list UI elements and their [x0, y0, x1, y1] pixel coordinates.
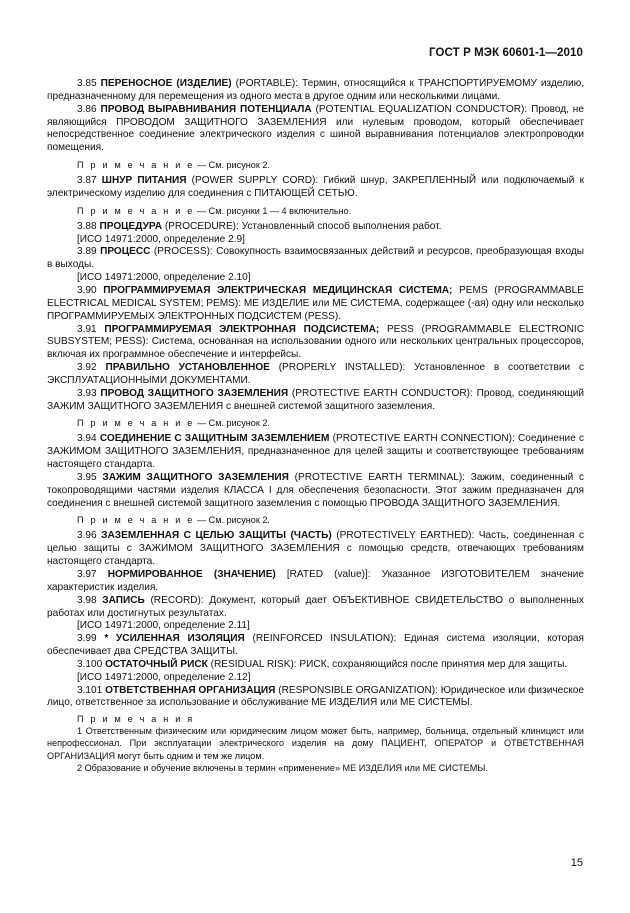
note-text: — См. рисунок 2. [194, 160, 270, 171]
entry-term: ЗАПИСЬ [102, 594, 145, 606]
entry-3-96 [47, 530, 584, 569]
entry-definition: (PORTABLE): Термин, относящийся к ТРАНСПОРТИРУЕМОМУ изделию, предназначенному для перемещения из одного места в другое одним или несколькими лицами. [47, 78, 585, 102]
entry-number: 3.89 [77, 246, 97, 258]
page-number: 15 [570, 857, 583, 869]
entry-number: 3.94 [77, 433, 97, 445]
entry-number: 3.101 [77, 684, 103, 696]
entry-definition: (PROTECTIVE EARTH CONDUCTOR): Провод, соединяющий ЗАЖИМ ЗАЩИТНОГО ЗАЗЕМЛЕНИЯ с внешней системой защитного заземления. [47, 387, 585, 412]
entry-term: СОЕДИНЕНИЕ С ЗАЩИТНЫМ ЗАЗЕМЛЕНИЕМ [99, 433, 330, 445]
note-item: 2 Образование и обучение включены в термин «применение» МЕ ИЗДЕЛИЯ или МЕ СИСТЕМЫ. [77, 762, 488, 773]
entry-number: 3.90 [77, 284, 97, 296]
entry-number: 3.99 [77, 633, 97, 645]
entry-number: 3.98 [77, 594, 97, 606]
entry-term: ПРОЦЕДУРА [99, 220, 163, 232]
entry-number: 3.96 [77, 530, 97, 542]
entry-number: 3.93 [77, 387, 97, 399]
entry-term: ПРОВОД ВЫРАВНИВАНИЯ ПОТЕНЦИАЛА [100, 103, 312, 115]
entry-3-99 [47, 633, 584, 659]
entry-source: [ИСО 14971:2000, определение 2.9] [77, 233, 245, 245]
entry-definition: (POTENTIAL EQUALIZATION CONDUCTOR): Провод, не являющийся ПРОВОДОМ ЗАЩИТНОГО ЗАЗЕМЛЕНИЯ или нулевым проводом, который обеспечивает непосредственное соединение электрического изделия с шиной выравнивания потенциалов электропроводки помещения. [47, 103, 584, 154]
entry-definition: (RESIDUAL RISK): РИСК, сохраняющийся после принятия мер для защиты. [207, 658, 568, 670]
entry-note [47, 205, 584, 217]
entry-definition: (PROCEDURE): Установленный способ выполнения работ. [162, 220, 442, 232]
entry-number: 3.92 [77, 362, 97, 374]
entry-3-86 [47, 104, 584, 155]
entry-note [47, 514, 584, 526]
entry-term: ПЕРЕНОСНОЕ (ИЗДЕЛИЕ) [100, 78, 232, 89]
entry-note [47, 417, 584, 429]
entry-term: ПРОГРАММИРУЕМАЯ ЭЛЕКТРОННАЯ ПОДСИСТЕМА; [104, 323, 380, 335]
entry-definition: (REINFORCED INSULATION): Единая система изоляции, которая обеспечивает два СРЕДСТВА ЗАЩИТЫ. [47, 633, 584, 658]
entry-3-92 [47, 362, 584, 388]
note-text: — См. рисунок 2. [194, 515, 270, 526]
entry-definition: (RECORD): Документ, который дает ОБЪЕКТИВНОЕ СВИДЕТЕЛЬСТВО о выполненных работах или достигнутых результатах. [47, 594, 584, 619]
entry-3-97 [47, 569, 584, 595]
note-item: 1 Ответственным физическим или юридическим лицом может быть, например, больница, отдельный клиницист или непрофессионал. При эксплуатации электрического изделия на дому ПАЦИЕНТ, ОПЕРАТОР и ОТВЕТСТВЕННАЯ ОРГАНИЗАЦИЯ могут быть одним и тем же лицом. [47, 726, 584, 761]
entry-3-85 [47, 78, 584, 104]
entry-3-93 [47, 388, 584, 414]
entry-number: 3.85 [77, 78, 97, 89]
entry-term: ШНУР ПИТАНИЯ [101, 175, 187, 187]
entry-term: ОСТАТОЧНЫЙ РИСК [105, 658, 208, 670]
entry-definition: (PROTECTIVE EARTH CONNECTION): Соединение с ЗАЖИМОМ ЗАЩИТНОГО ЗАЗЕМЛЕНИЯ, предназначенное для целей защиты и соответствующее требованиям настоящего стандарта. [47, 433, 585, 471]
notes-label: П р и м е ч а н и я [77, 714, 195, 725]
entry-definition: (PROTECTIVELY EARTHED): Часть, соединенная с целью защиты с ЗАЖИМОМ ЗАЩИТНОГО ЗАЗЕМЛЕНИЯ с помощью средств, отвечающих требованиям настоящего стандарта. [47, 530, 584, 568]
entry-3-94 [47, 433, 584, 472]
entry-number: 3.91 [77, 323, 97, 335]
entry-definition: (PROPERLY INSTALLED): Установленное в соответствии с ЭКСПЛУАТАЦИОННЫМИ ДОКУМЕНТАМИ. [47, 362, 584, 386]
entry-definition: PEMS (PROGRAMMABLE ELECTRICAL MEDICAL SYSTEM; PEMS): МЕ ИЗДЕЛИЕ или МЕ СИСТЕМА, содержащее (-ая) одну или несколько ПРОГРАММИРУЕМЫХ ЭЛЕКТРОННЫХ ПОДСИСТЕМ (PESS). [47, 284, 584, 322]
note-text: — См. рисунок 2. [194, 418, 270, 429]
entry-3-91 [47, 324, 584, 363]
entry-definition: PESS (PROGRAMMABLE ELECTRONIC SUBSYSTEM; PESS): Система, основанная на использовании одного или нескольких центральных процессоров, включая их программное обеспечение и интерфейсы. [47, 323, 584, 361]
entry-definition: (PROTECTIVE EARTH TERMINAL): Зажим, соединенный с токопроводящими частями изделия КЛАССА I для обеспечения безопасности. Этот зажим предназначен для соединения с внешней системой защитного заземления с помощью ПРОВОДА ЗАЩИТНОГО ЗАЗЕМЛЕНИЯ. [47, 471, 585, 509]
entry-definition: (RESPONSIBLE ORGANIZATION): Юридическое или физическое лицо, ответственное за использование и обслуживание МЕ ИЗДЕЛИЯ или МЕ СИСТЕМЫ. [47, 684, 585, 709]
note-label: П р и м е ч а н и е [77, 160, 195, 171]
entry-term: ПРОГРАММИРУЕМАЯ ЭЛЕКТРИЧЕСКАЯ МЕДИЦИНСКАЯ СИСТЕМА; [103, 284, 453, 296]
entry-number: 3.95 [77, 471, 97, 483]
entry-3-95 [47, 472, 584, 511]
entry-3-90 [47, 285, 584, 324]
entry-term: ОТВЕТСТВЕННАЯ ОРГАНИЗАЦИЯ [105, 684, 276, 696]
note-label: П р и м е ч а н и е [77, 515, 195, 526]
entry-term: ЗАЗЕМЛЕННАЯ С ЦЕЛЬЮ ЗАЩИТЫ (ЧАСТЬ) [101, 530, 332, 542]
entry-term: ЗАЖИМ ЗАЩИТНОГО ЗАЗЕМЛЕНИЯ [102, 471, 289, 483]
entry-term: ПРОВОД ЗАЩИТНОГО ЗАЗЕМЛЕНИЯ [100, 387, 289, 399]
document-header: ГОСТ Р МЭК 60601-1—2010 [429, 47, 583, 59]
note-label: П р и м е ч а н и е [77, 418, 195, 429]
entry-source: [ИСО 14971:2000, определение 2.12] [77, 671, 251, 683]
entry-3-98 [47, 595, 584, 621]
entry-number: 3.88 [77, 220, 97, 232]
entry-number: 3.87 [77, 175, 97, 187]
entry-term: НОРМИРОВАННОЕ (ЗНАЧЕНИЕ) [107, 569, 276, 580]
entry-3-89 [47, 246, 584, 272]
entry-term: ПРАВИЛЬНО УСТАНОВЛЕННОЕ [105, 362, 270, 374]
document-body [47, 78, 584, 774]
entry-number: 3.100 [77, 658, 103, 670]
entry-note [47, 159, 584, 171]
entry-3-100 [47, 659, 584, 672]
entry-definition: [RATED (value)]: Указанное ИЗГОТОВИТЕЛЕМ значение характеристик изделия. [47, 569, 585, 593]
entry-source: [ИСО 14971:2000, определение 2.10] [77, 272, 251, 284]
entry-number: 3.97 [77, 569, 97, 580]
entry-source: [ИСО 14971:2000, определение 2.11] [77, 620, 250, 632]
entry-3-88 [47, 221, 584, 234]
entry-term: ПРОЦЕСС [100, 246, 151, 258]
entry-number: 3.86 [77, 103, 97, 115]
note-label: П р и м е ч а н и е [77, 205, 195, 216]
entry-3-101 [47, 685, 584, 711]
entry-definition: (PROCESS): Совокупность взаимосвязанных действий и ресурсов, преобразующая входы в выходы. [47, 246, 584, 271]
entry-definition: (POWER SUPPLY CORD): Гибкий шнур, ЗАКРЕПЛЕННЫЙ или подключаемый к электрическому изделию для соединения с ПИТАЮЩЕЙ СЕТЬЮ. [47, 175, 584, 199]
entry-term: * УСИЛЕННАЯ ИЗОЛЯЦИЯ [104, 633, 245, 645]
note-text: — См. рисунки 1 — 4 включительно. [194, 205, 352, 216]
entry-3-87 [47, 175, 584, 201]
